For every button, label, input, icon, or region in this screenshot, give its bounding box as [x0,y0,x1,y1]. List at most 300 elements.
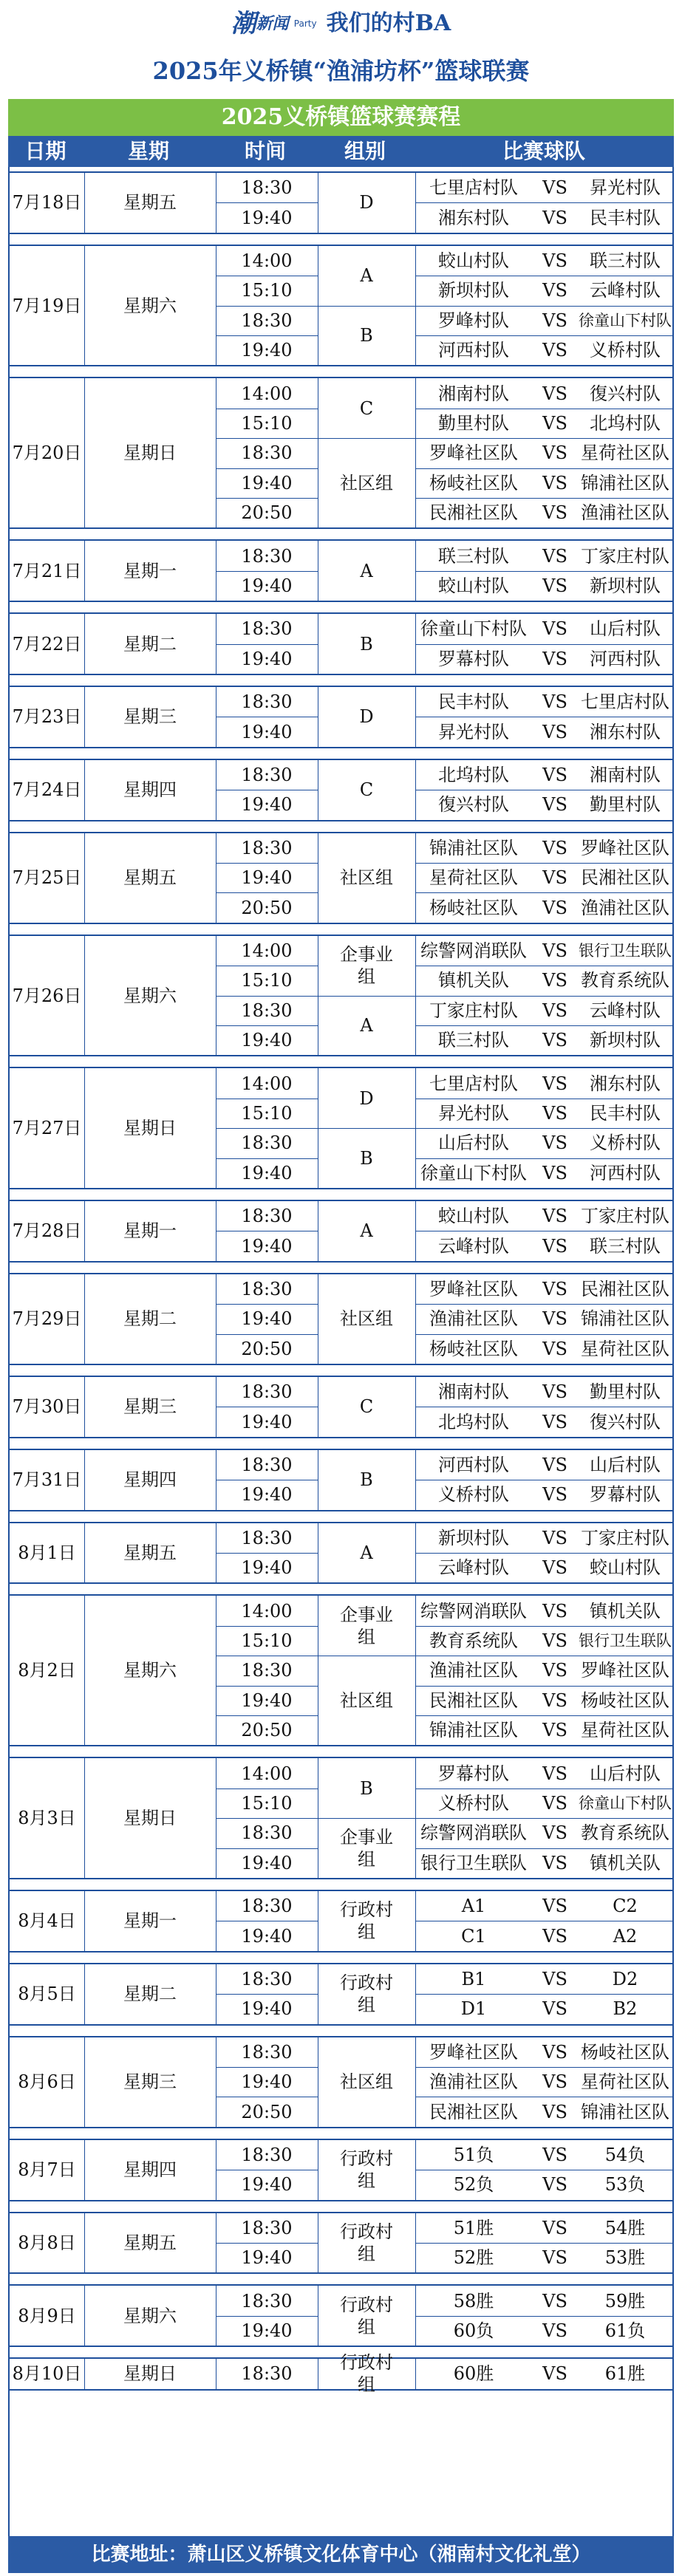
match-date: 8月8日 [18,2232,76,2253]
match-weekday: 星期五 [123,2232,177,2253]
vs-label: VS [542,1235,567,1257]
match-time: 19:40 [241,1690,293,1711]
match-weekday: 星期四 [123,779,177,801]
away-team: 徐童山下村队 [579,311,672,329]
match-time: 19:40 [241,2247,293,2269]
vs-label: VS [542,1822,567,1844]
group-label: 企事业组 [340,1604,393,1647]
group-label: 行政村组 [340,2294,393,2337]
match-time: 19:40 [241,1162,293,1183]
match-day-block [10,1890,672,1953]
match-day-block [10,1376,672,1438]
vs-label: VS [542,1030,567,1051]
vs-label: VS [542,207,567,228]
away-team: 镇机关队 [590,1600,661,1622]
home-team: 锦浦社区队 [429,837,518,858]
vs-label: VS [542,1411,567,1432]
match-day-block [10,1963,672,2026]
vs-label: VS [542,794,567,816]
vs-label: VS [542,1792,567,1814]
home-team: 义桥村队 [438,1484,509,1506]
away-team: 民湘社区队 [581,867,669,889]
away-team: 蛟山村队 [590,1557,661,1579]
away-team: 星荷社区队 [581,1338,669,1359]
match-date: 7月18日 [12,192,82,213]
vs-label: VS [542,443,567,464]
match-time: 20:50 [241,2101,293,2122]
group-label: 行政村组 [340,2352,393,2396]
match-time: 19:40 [241,1308,293,1330]
match-time: 15:10 [241,1792,293,1814]
vs-label: VS [542,1557,567,1579]
match-time: 19:40 [241,1925,293,1947]
match-day-block [10,377,672,529]
match-day-block [10,832,672,924]
vs-label: VS [542,1690,567,1711]
group-label: 社区组 [340,2071,393,2093]
home-team: 湘南村队 [438,1381,509,1403]
match-date: 7月25日 [12,867,82,889]
vs-label: VS [542,575,567,596]
home-team: 教育系统队 [429,1630,518,1651]
match-weekday: 星期五 [123,192,177,213]
away-team: 丁家庄村队 [581,545,669,567]
match-time: 18:30 [241,764,293,785]
match-weekday: 星期日 [123,1808,177,1829]
vs-label: VS [542,837,567,858]
vs-label: VS [542,1998,567,2020]
match-time: 19:40 [241,575,293,596]
match-time: 18:30 [241,837,293,858]
vs-label: VS [542,1381,567,1403]
home-team: 民湘社区队 [429,502,518,524]
home-team: C1 [461,1925,486,1947]
vs-label: VS [542,764,567,785]
group-label: D [359,706,374,728]
group-label: A [360,265,373,287]
away-team: 54胜 [604,2217,646,2238]
vs-label: VS [542,691,567,713]
column-headers [8,136,674,167]
vs-label: VS [542,1896,567,1917]
home-team: 综警网消联队 [420,940,527,961]
match-time: 19:40 [241,867,293,889]
away-team: 教育系统队 [581,1822,669,1844]
away-team: 53胜 [604,2247,646,2269]
away-team: 星荷社区队 [581,443,669,464]
away-team: 山后村队 [590,618,661,640]
vs-label: VS [542,1852,567,1873]
away-team: 昇光村队 [590,177,661,199]
vs-label: VS [542,940,567,961]
home-team: 52负 [453,2174,494,2196]
home-team: 60负 [453,2320,494,2341]
match-time: 18:30 [241,1660,293,1681]
home-team: 徐童山下村队 [420,618,527,640]
match-date: 7月30日 [12,1396,82,1418]
home-team: 联三村队 [438,545,509,567]
match-day-block [10,1522,672,1585]
match-time: 20:50 [241,1338,293,1359]
match-time: 14:00 [241,1763,293,1784]
group-divider [318,306,415,307]
away-team: 云峰村队 [590,280,661,301]
home-team: 民湘社区队 [429,2101,518,2122]
match-weekday: 星期日 [123,2363,177,2385]
match-day-block [10,2139,672,2201]
away-team: D2 [612,1968,638,1989]
home-team: 湘东村队 [438,207,509,228]
match-date: 7月24日 [12,779,82,801]
vs-label: VS [542,2320,567,2341]
match-time: 18:30 [241,177,293,199]
group-label: 企事业组 [340,944,393,988]
vs-label: VS [542,412,567,434]
group-divider [318,1128,415,1129]
home-team: 云峰村队 [438,1557,509,1579]
away-team: 民丰村队 [590,207,661,228]
match-time: 14:00 [241,1073,293,1094]
match-time: 14:00 [241,250,293,271]
brand-name: 我们的村BA [326,10,451,36]
group-label: 社区组 [340,867,393,889]
vs-label: VS [542,472,567,493]
home-team: 丁家庄村队 [429,1000,518,1021]
match-date: 7月29日 [12,1308,82,1330]
home-team: 七里店村队 [429,1073,518,1094]
brand-party-label: Party [293,18,317,29]
home-team: 河西村队 [438,340,509,361]
match-time: 18:30 [241,1822,293,1844]
match-time: 18:30 [241,1527,293,1548]
match-time: 18:30 [241,2363,293,2385]
away-team: 七里店村队 [581,691,669,713]
group-label: 行政村组 [340,2221,393,2264]
away-team: 杨岐社区队 [581,2041,669,2063]
vs-label: VS [542,897,567,918]
group-label: A [360,1220,373,1242]
home-team: 锦浦社区队 [429,1720,518,1741]
match-date: 8月5日 [18,1984,76,2005]
vs-label: VS [542,618,567,640]
away-team: 联三村队 [590,1235,661,1257]
home-team: 民丰村队 [438,691,509,713]
home-team: 星荷社区队 [429,867,518,889]
match-day-block [10,1273,672,1365]
match-day-block [10,2036,672,2128]
away-team: 勤里村队 [590,1381,661,1403]
away-team: 61负 [604,2320,646,2341]
match-weekday: 星期六 [123,985,177,1006]
match-time: 14:00 [241,940,293,961]
away-team: 54负 [604,2144,646,2165]
vs-label: VS [542,383,567,404]
away-team: 河西村队 [590,648,661,669]
home-team: 昇光村队 [438,721,509,742]
match-time: 14:00 [241,383,293,404]
away-team: 北坞村队 [590,412,661,434]
group-label: 社区组 [340,1308,393,1330]
away-team: 罗峰社区队 [581,1660,669,1681]
group-label: A [360,1542,373,1563]
match-time: 18:30 [241,2041,293,2063]
match-weekday: 星期二 [123,1984,177,2005]
group-label: 行政村组 [340,1972,393,2016]
match-date: 8月9日 [18,2305,76,2326]
vs-label: VS [542,1073,567,1094]
home-team: 综警网消联队 [420,1822,527,1844]
away-team: 罗幕村队 [590,1484,661,1506]
home-team: 罗峰社区队 [429,2041,518,2063]
schedule-table [8,99,674,2536]
match-time: 18:30 [241,1896,293,1917]
match-day-block [10,245,672,367]
home-team: 渔浦社区队 [429,1660,518,1681]
match-time: 18:30 [241,1968,293,1989]
home-team: 综警网消联队 [420,1600,527,1622]
match-time: 14:00 [241,1600,293,1622]
match-time: 15:10 [241,1102,293,1124]
home-team: 湘南村队 [438,383,509,404]
away-team: 锦浦社区队 [581,1308,669,1330]
away-team: 银行卫生联队 [579,1631,672,1650]
match-day-block [10,539,672,602]
vs-label: VS [542,1660,567,1681]
away-team: 教育系统队 [581,970,669,991]
match-time: 19:40 [241,1235,293,1257]
match-time: 19:40 [241,794,293,816]
match-time: 18:30 [241,618,293,640]
group-divider [318,1818,415,1819]
match-time: 19:40 [241,648,293,669]
home-team: 河西村队 [438,1454,509,1475]
match-time: 19:40 [241,1030,293,1051]
home-team: 银行卫生联队 [420,1852,527,1873]
home-team: 徐童山下村队 [420,1162,527,1183]
match-time: 18:30 [241,310,293,331]
match-time: 15:10 [241,412,293,434]
match-date: 7月22日 [12,633,82,655]
away-team: 银行卫生联队 [579,941,672,960]
match-weekday: 星期三 [123,1396,177,1418]
vs-label: VS [542,1000,567,1021]
column-header-weekday: 星期 [127,139,169,163]
home-team: 北坞村队 [438,1411,509,1432]
match-weekday: 星期二 [123,633,177,655]
match-date: 7月21日 [12,560,82,581]
away-team: C2 [613,1896,638,1917]
vs-label: VS [542,1206,567,1227]
vs-label: VS [542,1600,567,1622]
match-weekday: 星期一 [123,1910,177,1932]
match-time: 20:50 [241,502,293,524]
match-day-block [10,759,672,821]
away-team: 湘东村队 [590,1073,661,1094]
page-title: 2025年义桥镇“渔浦坊杯”篮球联赛 [152,57,530,85]
match-time: 15:10 [241,1630,293,1651]
match-weekday: 星期六 [123,295,177,316]
away-team: 星荷社区队 [581,1720,669,1741]
vs-label: VS [542,1162,567,1183]
home-team: A1 [461,1896,486,1917]
match-day-block [10,1757,672,1879]
vs-label: VS [542,1454,567,1475]
match-time: 18:30 [241,545,293,567]
away-team: 湘南村队 [590,764,661,785]
group-label: 行政村组 [340,1899,393,1943]
group-label: A [360,560,373,581]
home-team: 杨岐社区队 [429,897,518,918]
brand-logo-sub: 新闻 [256,14,289,33]
match-date: 7月19日 [12,295,82,316]
match-time: 15:10 [241,970,293,991]
match-time: 19:40 [241,340,293,361]
match-time: 18:30 [241,1278,293,1299]
away-team: 镇机关队 [590,1852,661,1873]
group-label: B [360,633,373,655]
match-date: 8月1日 [18,1542,76,1563]
group-label: B [360,324,373,346]
match-date: 7月28日 [12,1220,82,1242]
group-divider [318,996,415,997]
away-team: 河西村队 [590,1162,661,1183]
match-time: 15:10 [241,280,293,301]
home-team: 义桥村队 [438,1792,509,1814]
match-date: 8月4日 [18,1910,76,1932]
vs-label: VS [542,1308,567,1330]
column-header-teams: 比赛球队 [502,139,585,163]
vs-label: VS [542,1102,567,1124]
home-team: 罗峰村队 [438,310,509,331]
group-label: B [360,1469,373,1491]
match-weekday: 星期四 [123,2159,177,2181]
match-time: 20:50 [241,1720,293,1741]
group-label: B [360,1777,373,1799]
match-time: 19:40 [241,1557,293,1579]
vs-label: VS [542,2041,567,2063]
group-label: 企事业组 [340,1826,393,1870]
home-team: 蛟山村队 [438,575,509,596]
home-team: 58胜 [453,2290,494,2312]
match-time: 19:40 [241,1998,293,2020]
home-team: 蛟山村队 [438,1206,509,1227]
match-weekday: 星期一 [123,560,177,581]
match-day-block [10,686,672,748]
home-team: 民湘社区队 [429,1690,518,1711]
home-team: D1 [460,1998,487,2020]
vs-label: VS [542,1925,567,1947]
match-weekday: 星期六 [123,1660,177,1681]
away-team: 新坝村队 [590,1030,661,1051]
away-team: 锦浦社区队 [581,472,669,493]
away-team: 59胜 [604,2290,646,2312]
group-label: C [359,1396,374,1418]
home-team: 新坝村队 [438,280,509,301]
match-weekday: 星期六 [123,2305,177,2326]
group-divider [318,438,415,439]
vs-label: VS [542,2363,567,2385]
match-time: 18:30 [241,1381,293,1403]
vs-label: VS [542,502,567,524]
vs-label: VS [542,2144,567,2165]
match-time: 19:40 [241,1484,293,1506]
vs-label: VS [542,1527,567,1548]
match-time: 19:40 [241,2320,293,2341]
vs-label: VS [542,545,567,567]
home-team: 山后村队 [438,1132,509,1154]
away-team: 星荷社区队 [581,2071,669,2093]
match-date: 7月23日 [12,706,82,728]
match-time: 18:30 [241,1206,293,1227]
match-time: 19:40 [241,1411,293,1432]
group-label: B [360,1147,373,1169]
home-team: 渔浦社区队 [429,2071,518,2093]
home-team: 罗峰社区队 [429,443,518,464]
group-label: A [360,1014,373,1036]
home-team: 联三村队 [438,1030,509,1051]
match-time: 18:30 [241,443,293,464]
group-label: C [359,779,374,801]
match-day-block [10,171,672,234]
vs-label: VS [542,340,567,361]
away-team: 罗峰社区队 [581,837,669,858]
vs-label: VS [542,177,567,199]
away-team: 山后村队 [590,1454,661,1475]
away-team: 锦浦社区队 [581,2101,669,2122]
match-time: 20:50 [241,897,293,918]
vs-label: VS [542,1484,567,1506]
match-time: 18:30 [241,1000,293,1021]
match-weekday: 星期三 [123,2071,177,2093]
home-team: 渔浦社区队 [429,1308,518,1330]
vs-label: VS [542,721,567,742]
group-label: 社区组 [340,472,393,493]
vs-label: VS [542,867,567,889]
match-date: 8月2日 [18,1660,76,1681]
away-team: 湘东村队 [590,721,661,742]
vs-label: VS [542,1630,567,1651]
brand-bar [0,7,682,43]
away-team: 民丰村队 [590,1102,661,1124]
column-header-group: 组别 [344,139,386,163]
match-time: 19:40 [241,472,293,493]
match-time: 19:40 [241,721,293,742]
home-team: 51胜 [453,2217,494,2238]
match-day-block [10,1449,672,1511]
match-date: 7月27日 [12,1118,82,1139]
home-team: 52胜 [453,2247,494,2269]
vs-label: VS [542,2247,567,2269]
match-day-block [10,1067,672,1189]
home-team: 北坞村队 [438,764,509,785]
home-team: 杨岐社区队 [429,1338,518,1359]
home-team: 云峰村队 [438,1235,509,1257]
away-team: 61胜 [604,2363,646,2385]
vs-label: VS [542,310,567,331]
vs-label: VS [542,1968,567,1989]
match-weekday: 星期四 [123,1469,177,1491]
away-team: 勤里村队 [590,794,661,816]
vs-label: VS [542,2174,567,2196]
vs-label: VS [542,1132,567,1154]
vs-label: VS [542,1338,567,1359]
match-time: 18:30 [241,2217,293,2238]
vs-label: VS [542,1763,567,1784]
match-day-block [10,612,672,675]
venue-address-footer: 比赛地址：萧山区义桥镇文化体育中心（湘南村文化礼堂） [8,2536,674,2573]
away-team: 復兴村队 [590,383,661,404]
match-time: 19:40 [241,207,293,228]
